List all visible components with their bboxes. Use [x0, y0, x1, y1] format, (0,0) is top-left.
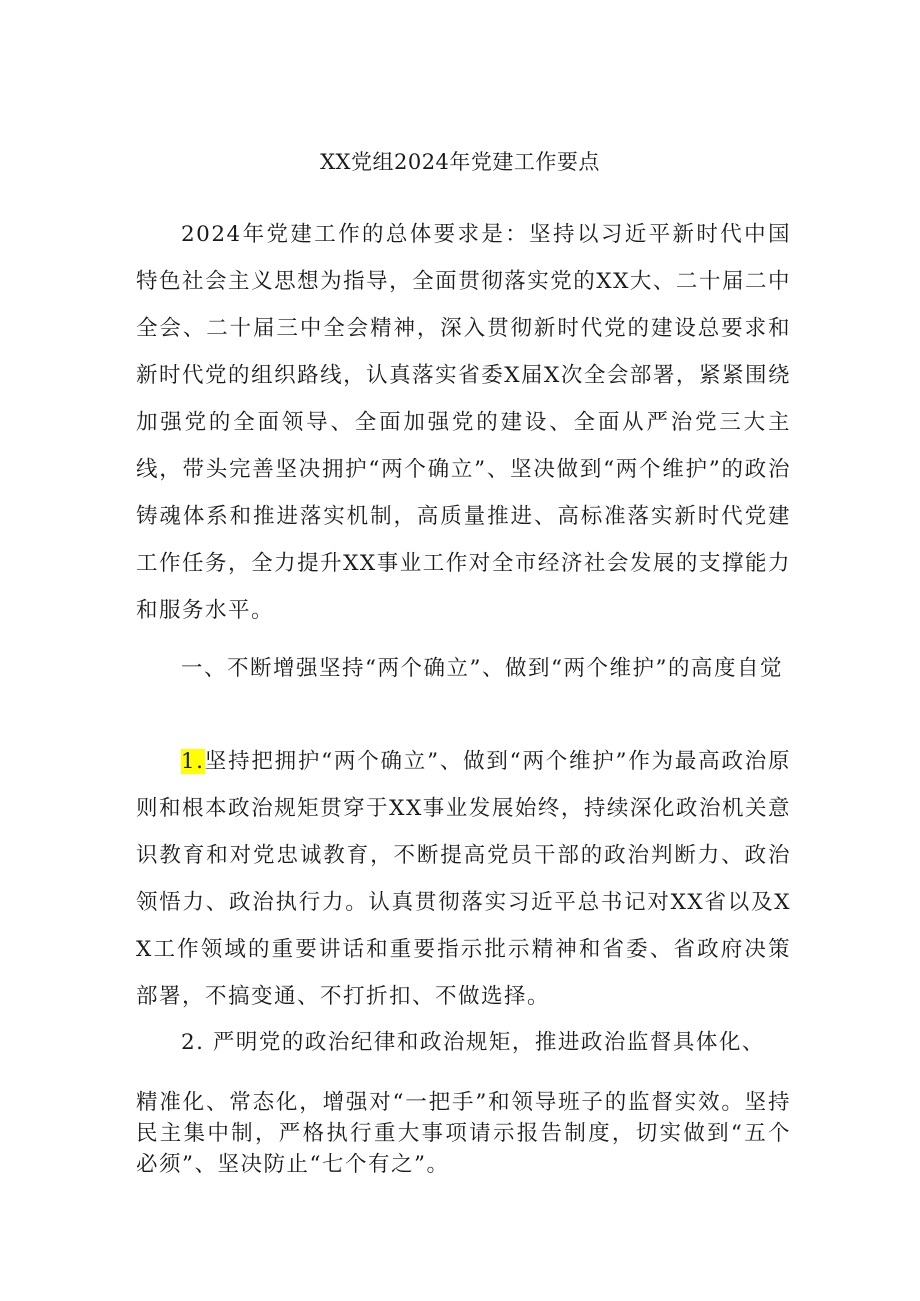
section-1-heading: 一、不断增强坚持“两个确立”、做到“两个维护”的高度自觉: [181, 656, 783, 681]
item-1-paragraph: [136, 738, 791, 1020]
item-1-text: 坚持把拥护“两个确立”、做到“两个维护”作为最高政治原则和根本政治规矩贯穿于XX事业发展始终，持续深化政治机关意识教育和对党忠诚教育，不断提高党员干部的政治判断力、政治领悟力、政治执行力。认真贯彻落实习近平总书记对XX省以及XX工作领域的重要讲话和重要指示批示精神和省委、省政府决策部署，不搞变通、不打折扣、不做选择。: [136, 749, 791, 1009]
intro-paragraph: 2024年党建工作的总体要求是：坚持以习近平新时代中国特色社会主义思想为指导，全面贯彻落实党的XX大、二十届二中全会、二十届三中全会精神，深入贯彻新时代党的建设总要求和新时代党的组织路线，认真落实省委X届X次全会部署，紧紧围绕加强党的全面领导、全面加强党的建设、全面从严治党三大主线，带头完善坚决拥护“两个确立”、坚决做到“两个维护”的政治铸魂体系和推进落实机制，高质量推进、高标准落实新时代党建工作任务，全力提升XX事业工作对全市经济社会发展的支撑能力和服务水平。: [136, 222, 791, 623]
item-2-first-line: 2. 严明党的政治纪律和政治规矩，推进政治监督具体化、: [181, 1030, 765, 1055]
document-title: XX党组2024年党建工作要点: [320, 150, 600, 174]
item-1-number-highlighted: 1.: [181, 749, 205, 774]
item-2-continuation: 精准化、常态化，增强对“一把手”和领导班子的监督实效。坚持民主集中制，严格执行重大事项请示报告制度，切实做到“五个必须”、坚决防止“七个有之”。: [136, 1090, 791, 1177]
